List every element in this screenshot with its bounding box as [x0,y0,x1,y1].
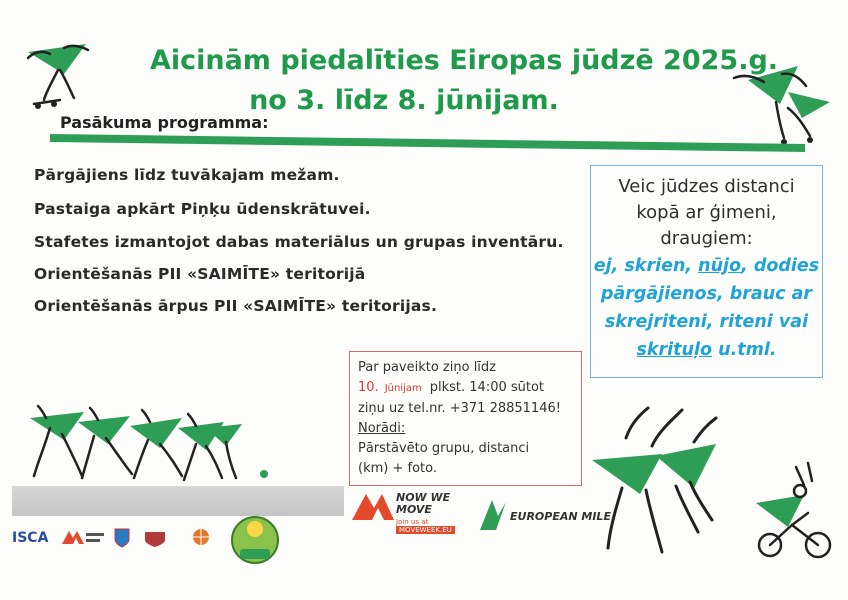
crest-logo-icon [142,528,168,548]
european-mile-mark-icon [478,498,508,532]
report-note-label: Norādi: [358,421,406,436]
report-day: 10. [358,380,379,395]
invite-line: kopā ar ģimeni, [636,202,777,223]
activity-line: skrituļo u.tml. [636,340,777,360]
page-subtitle: no 3. līdz 8. jūnijam. [249,85,559,116]
skater-figure-left [20,40,95,112]
report-line: ziņu uz tel.nr. +371 28851146! [358,401,561,416]
nowwemove-text: NOW WE MOVE [396,491,451,516]
nowwemove-logo [352,488,462,536]
report-line [358,378,581,399]
report-line: Par paveikto ziņo līdz [358,360,496,375]
invite-box [590,165,823,378]
page-title: Aicinām piedalīties Eiropas jūdzē 2025.g. [149,45,779,76]
coat-of-arms-icon [114,528,130,548]
nowwemove-small-logo-icon [62,530,106,546]
activity-line: pārgājienos, brauc ar [600,284,813,304]
activity-line: skrejriteni, riteni vai [604,312,809,332]
european-mile-text: EUROPEAN MILE [510,510,611,523]
isca-logo: ISCA [12,530,49,546]
cyclist-figure [752,455,838,565]
runners-large-figure [586,398,726,568]
report-line: (km) + foto. [358,461,437,476]
invite-line: draugiem: [660,228,753,249]
nowwemove-tag: Join us at [396,518,429,526]
program-item: Orientēšanās PII «SAIMĪTE» teritorijā [34,265,366,283]
report-month: Jūnijam [384,383,422,394]
road-band [12,486,344,516]
report-box [349,351,582,486]
program-item: Stafetes izmantojot dabas materiālus un grupas inventāru. [34,233,564,251]
green-stripe [50,130,810,154]
nowwemove-url: MOVEWEEK.EU [396,526,455,534]
runners-figure-group [20,398,290,488]
program-item: Pastaiga apkārt Piņķu ūdenskrātuvei. [34,200,371,218]
nowwemove-mark-icon [352,492,394,522]
activity-line: ej, skrien, nūjo, dodies [593,256,820,276]
invite-line: Veic jūdzes distanci [618,176,795,197]
report-time: plkst. 14:00 sūtot [429,380,545,395]
sport-ball-icon [190,528,212,550]
program-item: Pārgājiens līdz tuvākajam mežam. [34,166,340,184]
program-label: Pasākuma programma: [60,113,269,132]
program-item: Orientēšanās ārpus PII «SAIMĪTE» teritorijas. [34,297,438,315]
saimite-logo-icon [230,515,280,565]
report-line: Pārstāvēto grupu, distanci [358,441,530,456]
